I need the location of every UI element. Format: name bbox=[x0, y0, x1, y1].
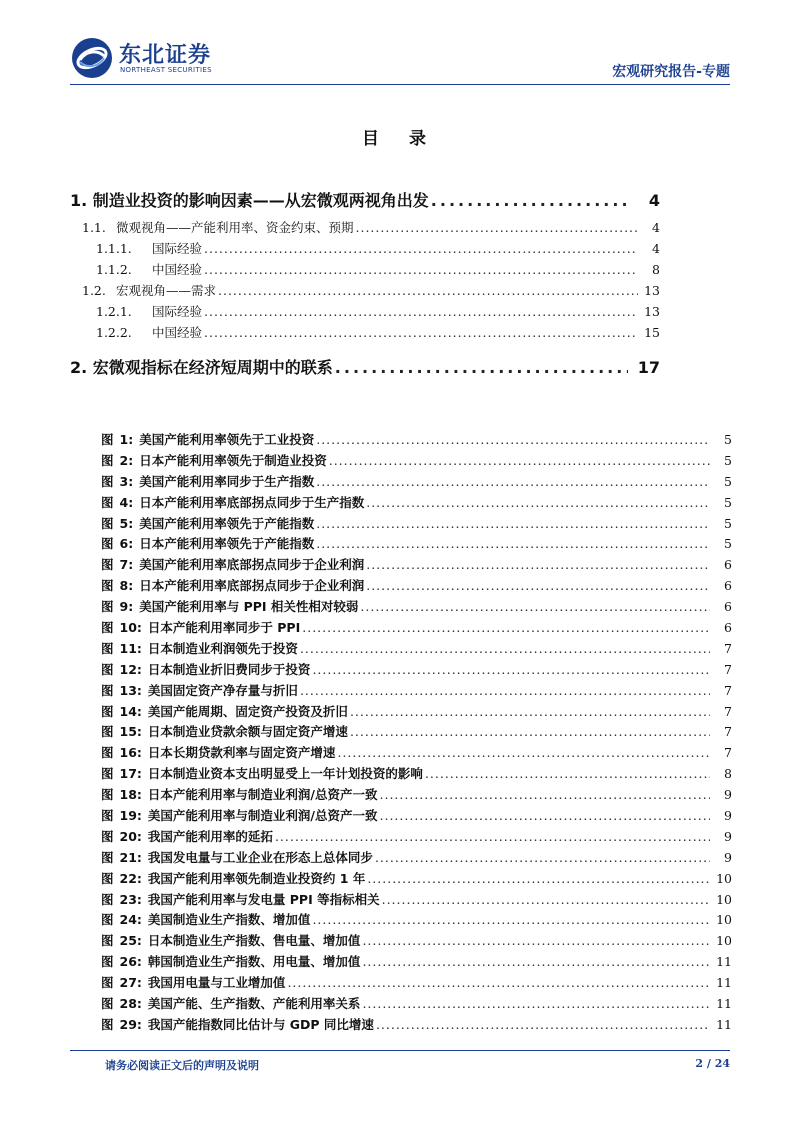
figure-prefix: 图 bbox=[101, 745, 114, 761]
figure-list-item[interactable] bbox=[101, 597, 732, 618]
figure-title: 美国产能利用率领先于工业投资 bbox=[139, 432, 315, 447]
figure-title: 美国产能利用率同步于生产指数 bbox=[139, 473, 315, 489]
figure-title: 美国产能利用率与制造业利润/总资产一致 bbox=[147, 808, 378, 824]
figure-title: 美国产能、生产指数、产能利用率关系 bbox=[147, 996, 361, 1012]
figure-number: 14: bbox=[119, 703, 142, 719]
dot-leader bbox=[367, 869, 710, 890]
dot-leader bbox=[356, 217, 638, 238]
figure-prefix: 图 bbox=[101, 849, 114, 865]
figure-prefix: 图 bbox=[101, 536, 114, 552]
figure-prefix: 图 bbox=[101, 557, 114, 573]
brand-name-cn: 东北证券 bbox=[119, 43, 212, 68]
dot-leader bbox=[362, 931, 710, 952]
figure-page: 7 bbox=[724, 682, 732, 698]
figure-prefix: 图 bbox=[101, 494, 114, 510]
dot-leader bbox=[362, 994, 710, 1015]
figure-title: 我国发电量与工业企业在形态上总体同步 bbox=[147, 849, 373, 865]
dot-leader bbox=[431, 184, 628, 217]
toc-entry-1[interactable] bbox=[70, 184, 660, 217]
figure-prefix: 图 bbox=[101, 787, 114, 803]
figure-prefix: 图 bbox=[101, 975, 114, 991]
figure-title: 日本制造业生产指数、售电量、增加值 bbox=[147, 933, 361, 949]
table-of-contents bbox=[70, 184, 660, 384]
figure-prefix: 图 bbox=[101, 661, 114, 677]
toc-entry-label: 1. 制造业投资的影响因素——从宏微观两视角出发 bbox=[70, 191, 429, 210]
toc-entry-page: 15 bbox=[644, 325, 660, 340]
figure-prefix: 图 bbox=[101, 473, 114, 489]
dot-leader bbox=[362, 952, 710, 973]
figure-list-item[interactable] bbox=[101, 493, 732, 514]
figure-page: 9 bbox=[724, 808, 732, 824]
dot-leader bbox=[300, 681, 710, 702]
dot-leader bbox=[350, 722, 710, 743]
figure-list-item[interactable] bbox=[101, 722, 732, 743]
dot-leader bbox=[204, 238, 638, 259]
figure-list-item[interactable] bbox=[101, 618, 732, 639]
dot-leader bbox=[312, 660, 710, 681]
figure-title: 美国固定资产净存量与折旧 bbox=[147, 682, 298, 698]
figure-title: 我国产能指数同比估计与 GDP 同比增速 bbox=[147, 1016, 374, 1032]
figure-page: 6 bbox=[724, 557, 732, 573]
figure-list-item[interactable] bbox=[101, 973, 732, 994]
figure-page: 11 bbox=[716, 996, 732, 1012]
figure-title: 日本产能利用率领先于制造业投资 bbox=[139, 452, 327, 468]
brand-name-en: NORTHEAST SECURITIES bbox=[120, 66, 212, 74]
dot-leader bbox=[300, 639, 710, 660]
figure-title: 我国产能利用率与发电量 PPI 等指标相关 bbox=[147, 891, 380, 907]
figure-page: 10 bbox=[716, 933, 732, 949]
footer-divider bbox=[70, 1050, 730, 1051]
figure-list-item[interactable] bbox=[101, 451, 732, 472]
toc-entry-label: 国际经验 bbox=[152, 241, 203, 256]
figure-prefix: 图 bbox=[101, 954, 114, 970]
dot-leader bbox=[287, 973, 710, 994]
dot-leader bbox=[375, 848, 710, 869]
toc-entry-page: 17 bbox=[637, 358, 660, 377]
figure-number: 23: bbox=[119, 891, 142, 907]
figure-prefix: 图 bbox=[101, 599, 114, 615]
figure-page: 11 bbox=[716, 1016, 732, 1032]
figure-number: 13: bbox=[119, 682, 142, 698]
figure-title: 美国产能利用率底部拐点同步于企业利润 bbox=[139, 557, 365, 573]
figure-prefix: 图 bbox=[101, 703, 114, 719]
figure-list-item[interactable] bbox=[101, 910, 732, 931]
toc-entry-number: 1.1.1. bbox=[96, 241, 132, 256]
dot-leader bbox=[312, 910, 710, 931]
figure-page: 5 bbox=[724, 494, 732, 510]
figure-title: 日本产能利用率领先于产能指数 bbox=[139, 536, 315, 552]
figure-prefix: 图 bbox=[101, 724, 114, 740]
figure-list-item[interactable] bbox=[101, 785, 732, 806]
toc-entry-label: 中国经验 bbox=[152, 325, 203, 340]
toc-entry-1-2-1[interactable] bbox=[70, 301, 660, 322]
figure-page: 7 bbox=[724, 703, 732, 719]
toc-entry-label: 微观视角——产能利用率、资金约束、预期 bbox=[116, 220, 354, 235]
figure-list-item[interactable] bbox=[101, 702, 732, 723]
figure-page: 10 bbox=[716, 891, 732, 907]
toc-entry-number: 1.1. bbox=[82, 220, 106, 235]
figure-page: 5 bbox=[724, 452, 732, 468]
dot-leader bbox=[380, 806, 711, 827]
toc-entry-page: 13 bbox=[644, 304, 660, 319]
figure-prefix: 图 bbox=[101, 432, 114, 447]
figure-list-item[interactable] bbox=[101, 472, 732, 493]
toc-entry-label: 宏观视角——需求 bbox=[116, 283, 217, 298]
figure-prefix: 图 bbox=[101, 870, 114, 886]
figure-number: 29: bbox=[119, 1016, 142, 1032]
figure-page: 7 bbox=[724, 724, 732, 740]
figure-number: 2: bbox=[119, 452, 134, 468]
figure-number: 26: bbox=[119, 954, 142, 970]
figure-page: 6 bbox=[724, 578, 732, 594]
toc-entry-1-2[interactable] bbox=[70, 280, 660, 301]
figure-number: 17: bbox=[119, 766, 142, 782]
dot-leader bbox=[218, 280, 638, 301]
figure-number: 4: bbox=[119, 494, 134, 510]
figure-prefix: 图 bbox=[101, 682, 114, 698]
toc-entry-1-2-2[interactable] bbox=[70, 322, 660, 343]
toc-entry-number: 1.2.2. bbox=[96, 325, 132, 340]
dot-leader bbox=[316, 514, 710, 535]
figure-prefix: 图 bbox=[101, 912, 114, 928]
figure-title: 日本产能利用率与制造业利润/总资产一致 bbox=[147, 787, 378, 803]
dot-leader bbox=[425, 764, 710, 785]
figure-page: 9 bbox=[724, 828, 732, 844]
figure-number: 16: bbox=[119, 745, 142, 761]
dot-leader bbox=[335, 351, 628, 384]
figure-list-item[interactable] bbox=[101, 430, 732, 451]
figure-list-item[interactable] bbox=[101, 660, 732, 681]
figure-number: 22: bbox=[119, 870, 142, 886]
toc-entry-1-1-2[interactable] bbox=[70, 259, 660, 280]
toc-entry-number: 1.1.2. bbox=[96, 262, 132, 277]
figure-prefix: 图 bbox=[101, 1016, 114, 1032]
figure-list-item[interactable] bbox=[101, 555, 732, 576]
dot-leader bbox=[382, 890, 710, 911]
dot-leader bbox=[302, 618, 710, 639]
figure-page: 5 bbox=[724, 473, 732, 489]
dot-leader bbox=[204, 259, 638, 280]
figure-number: 21: bbox=[119, 849, 142, 865]
toc-entry-2[interactable] bbox=[70, 351, 660, 384]
figure-number: 12: bbox=[119, 661, 142, 677]
figure-page: 10 bbox=[716, 912, 732, 928]
toc-entry-number: 1.2. bbox=[82, 283, 106, 298]
dot-leader bbox=[275, 827, 710, 848]
footer-disclaimer: 请务必阅读正文后的声明及说明 bbox=[105, 1059, 259, 1072]
figure-list-item[interactable] bbox=[101, 952, 732, 973]
figure-list-item[interactable] bbox=[101, 514, 732, 535]
toc-entry-page: 4 bbox=[652, 241, 660, 256]
figure-page: 7 bbox=[724, 745, 732, 761]
report-type-label: 宏观研究报告-专题 bbox=[612, 64, 730, 80]
toc-entry-page: 8 bbox=[652, 262, 660, 277]
dot-leader bbox=[376, 1015, 710, 1036]
figure-number: 20: bbox=[119, 828, 142, 844]
toc-title: 目 录 bbox=[362, 129, 438, 149]
dot-leader bbox=[316, 534, 710, 555]
toc-entry-1-1[interactable] bbox=[70, 217, 660, 238]
figure-title: 我国产能利用率的延拓 bbox=[147, 828, 273, 844]
dot-leader bbox=[360, 597, 710, 618]
figure-list-item[interactable] bbox=[101, 743, 732, 764]
figure-title: 我国产能利用率领先制造业投资约 1 年 bbox=[147, 870, 366, 886]
figure-list-item[interactable] bbox=[101, 681, 732, 702]
toc-entry-page: 4 bbox=[652, 220, 660, 235]
figure-prefix: 图 bbox=[101, 578, 114, 594]
figure-list-item[interactable] bbox=[101, 848, 732, 869]
figure-page: 6 bbox=[724, 620, 732, 636]
figure-page: 6 bbox=[724, 599, 732, 615]
dot-leader bbox=[366, 493, 710, 514]
figure-number: 6: bbox=[119, 536, 134, 552]
figure-page: 11 bbox=[716, 975, 732, 991]
figure-list-item[interactable] bbox=[101, 806, 732, 827]
figure-number: 24: bbox=[119, 912, 142, 928]
company-logo[interactable] bbox=[70, 36, 240, 80]
figure-page: 11 bbox=[716, 954, 732, 970]
dot-leader bbox=[350, 702, 710, 723]
figure-title: 日本产能利用率底部拐点同步于生产指数 bbox=[139, 494, 365, 510]
figure-list-item[interactable] bbox=[101, 534, 732, 555]
dot-leader bbox=[337, 743, 710, 764]
dot-leader bbox=[316, 430, 710, 451]
figure-number: 7: bbox=[119, 557, 134, 573]
figure-prefix: 图 bbox=[101, 891, 114, 907]
dot-leader bbox=[329, 451, 710, 472]
toc-entry-1-1-1[interactable] bbox=[70, 238, 660, 259]
figure-number: 19: bbox=[119, 808, 142, 824]
figure-title: 日本产能利用率底部拐点同步于企业利润 bbox=[139, 578, 365, 594]
figure-prefix: 图 bbox=[101, 515, 114, 531]
figure-number: 28: bbox=[119, 996, 142, 1012]
figure-number: 9: bbox=[119, 599, 134, 615]
dot-leader bbox=[316, 472, 710, 493]
figure-list-item[interactable] bbox=[101, 1015, 732, 1036]
figure-page: 5 bbox=[724, 536, 732, 552]
figure-number: 27: bbox=[119, 975, 142, 991]
figure-title: 美国产能利用率领先于产能指数 bbox=[139, 515, 315, 531]
northeast-securities-logo-icon bbox=[70, 36, 114, 80]
page-indicator: 2 / 24 bbox=[695, 1057, 730, 1070]
figure-number: 1: bbox=[119, 432, 134, 447]
dot-leader bbox=[204, 301, 638, 322]
figure-list-item[interactable] bbox=[101, 764, 732, 785]
header-divider bbox=[70, 84, 730, 85]
figure-page: 9 bbox=[724, 787, 732, 803]
figure-number: 11: bbox=[119, 640, 142, 656]
figure-prefix: 图 bbox=[101, 766, 114, 782]
figure-page: 7 bbox=[724, 661, 732, 677]
figure-list-item[interactable] bbox=[101, 576, 732, 597]
figure-prefix: 图 bbox=[101, 620, 114, 636]
toc-entry-label: 中国经验 bbox=[152, 262, 203, 277]
figure-page: 5 bbox=[724, 515, 732, 531]
figure-list-item[interactable] bbox=[101, 890, 732, 911]
figure-page: 8 bbox=[724, 766, 732, 782]
figure-title: 日本制造业资本支出明显受上一年计划投资的影响 bbox=[147, 766, 423, 782]
list-of-figures bbox=[101, 430, 732, 1036]
toc-entry-number: 1.2.1. bbox=[96, 304, 132, 319]
figure-number: 8: bbox=[119, 578, 134, 594]
figure-title: 日本长期贷款利率与固定资产增速 bbox=[147, 745, 336, 761]
figure-number: 10: bbox=[119, 620, 142, 636]
figure-title: 日本制造业贷款余额与固定资产增速 bbox=[147, 724, 348, 740]
figure-prefix: 图 bbox=[101, 452, 114, 468]
dot-leader bbox=[366, 555, 710, 576]
figure-number: 15: bbox=[119, 724, 142, 740]
figure-number: 5: bbox=[119, 515, 134, 531]
figure-title: 美国制造业生产指数、增加值 bbox=[147, 912, 311, 928]
figure-title: 日本制造业利润领先于投资 bbox=[147, 640, 298, 656]
figure-title: 韩国制造业生产指数、用电量、增加值 bbox=[147, 954, 361, 970]
dot-leader bbox=[204, 322, 638, 343]
figure-prefix: 图 bbox=[101, 996, 114, 1012]
figure-list-item[interactable] bbox=[101, 869, 732, 890]
figure-title: 我国用电量与工业增加值 bbox=[147, 975, 286, 991]
figure-prefix: 图 bbox=[101, 808, 114, 824]
toc-entry-label: 2. 宏微观指标在经济短周期中的联系 bbox=[70, 358, 333, 377]
figure-list-item[interactable] bbox=[101, 931, 732, 952]
toc-entry-label: 国际经验 bbox=[152, 304, 203, 319]
figure-list-item[interactable] bbox=[101, 994, 732, 1015]
toc-entry-page: 13 bbox=[644, 283, 660, 298]
figure-number: 25: bbox=[119, 933, 142, 949]
dot-leader bbox=[366, 576, 710, 597]
figure-list-item[interactable] bbox=[101, 827, 732, 848]
figure-title: 日本产能利用率同步于 PPI bbox=[147, 620, 301, 636]
dot-leader bbox=[380, 785, 711, 806]
figure-title: 美国产能周期、固定资产投资及折旧 bbox=[147, 703, 348, 719]
figure-prefix: 图 bbox=[101, 828, 114, 844]
figure-page: 9 bbox=[724, 849, 732, 865]
figure-prefix: 图 bbox=[101, 933, 114, 949]
figure-list-item[interactable] bbox=[101, 639, 732, 660]
figure-title: 美国产能利用率与 PPI 相关性相对较弱 bbox=[139, 599, 359, 615]
figure-page: 10 bbox=[716, 870, 732, 886]
toc-entry-page: 4 bbox=[648, 191, 660, 210]
figure-number: 18: bbox=[119, 787, 142, 803]
figure-page: 7 bbox=[724, 640, 732, 656]
figure-page: 5 bbox=[724, 432, 732, 447]
figure-number: 3: bbox=[119, 473, 134, 489]
figure-title: 日本制造业折旧费同步于投资 bbox=[147, 661, 311, 677]
page-header bbox=[0, 0, 800, 100]
figure-prefix: 图 bbox=[101, 640, 114, 656]
